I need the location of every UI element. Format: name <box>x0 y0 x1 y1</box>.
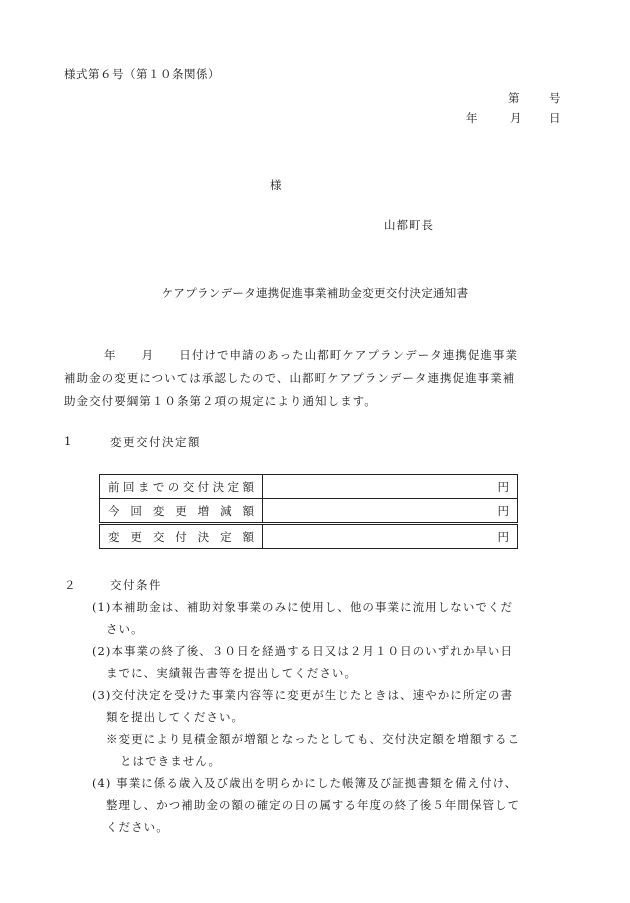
recipient-honorific: 様 <box>270 178 282 192</box>
document-number-label: 第 <box>508 91 520 105</box>
condition-line: とはできません。 <box>120 754 222 768</box>
condition-line: (4) 事業に係る歳入及び歳出を明らかにした帳簿及び証拠書類を備え付け、 <box>92 776 518 790</box>
condition-line: までに、実績報告書等を提出してください。 <box>106 666 357 680</box>
section-2-title: 交付条件 <box>110 578 162 592</box>
condition-3 <box>92 684 562 728</box>
condition-line: (2)本事業の終了後、３０日を経過する日又は２月１０日のいずれか早い日 <box>92 644 514 658</box>
body-line: 補助金の変更については承認したので、山都町ケアプランデータ連携促進事業補 <box>64 371 516 385</box>
table-row <box>100 475 518 499</box>
condition-line: 整理し、かつ補助金の額の確定の日の属する年度の終了後５年間保管して <box>106 798 521 812</box>
condition-line: (3)交付決定を受けた事業内容等に変更が生じたときは、速やかに所定の書 <box>92 688 514 702</box>
row-value-change-amount[interactable]: 円 <box>263 499 518 524</box>
document-number-suffix: 号 <box>549 91 561 105</box>
condition-3-note <box>106 728 576 772</box>
condition-2 <box>92 640 562 684</box>
row-value-new-amount[interactable]: 円 <box>263 524 518 549</box>
row-value-previous-amount[interactable]: 円 <box>263 475 518 499</box>
condition-line: (1)本補助金は、補助対象事業のみに使用し、他の事業に流用しないでくだ <box>92 600 514 614</box>
condition-1 <box>92 596 562 640</box>
date-month-label: 月 <box>510 111 522 125</box>
body-paragraph <box>64 344 564 413</box>
condition-line: ※変更により見積金額が増額となったとしても、交付決定額を増額するこ <box>106 732 521 746</box>
row-label-previous-amount: 前回までの交付決定額 <box>100 475 263 499</box>
date-year-label: 年 <box>466 111 478 125</box>
table-row <box>100 524 518 549</box>
row-label-new-amount: 変更交付決定額 <box>100 524 263 549</box>
section-1-title: 変更交付決定額 <box>110 435 201 449</box>
grant-amount-table <box>99 474 518 549</box>
section-1-number: 1 <box>64 434 72 448</box>
date-day-label: 日 <box>549 111 561 125</box>
document-title: ケアプランデータ連携促進事業補助金変更交付決定通知書 <box>161 286 469 300</box>
condition-line: さい。 <box>106 622 144 636</box>
section-2-number: ２ <box>64 578 76 592</box>
condition-4 <box>92 772 562 838</box>
form-number: 様式第６号（第１０条関係） <box>64 67 220 81</box>
body-line: 年 月 日付けで申請のあった山都町ケアプランデータ連携促進事業 <box>104 348 519 362</box>
condition-line: ください。 <box>106 820 169 834</box>
condition-line: 類を提出してください。 <box>106 710 245 724</box>
body-line: 助金交付要綱第１０条第２項の規定により通知します。 <box>64 394 377 408</box>
table-row <box>100 499 518 524</box>
row-label-change-amount: 今回変更増減額 <box>100 499 263 524</box>
issuer-name: 山都町長 <box>384 218 434 232</box>
